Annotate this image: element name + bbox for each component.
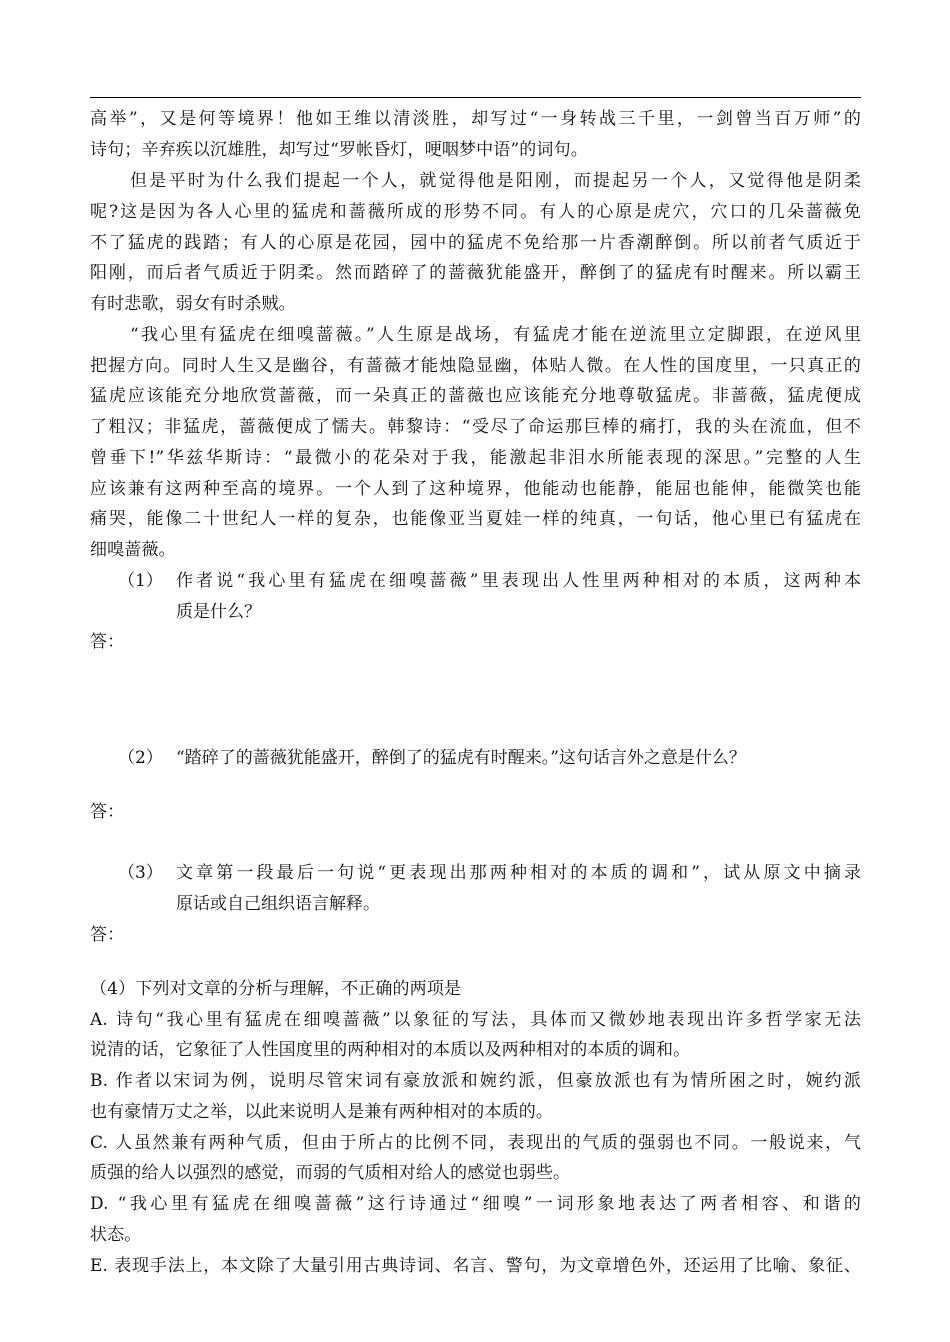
answer-label: 答： [90,925,125,945]
option-line: C. 人虽然兼有两种气质，但由于所占的比例不同，表现出的气质的强弱也不同。一般说来，气 [90,1133,861,1153]
question-text: 文章第一段最后一句说“更表现出那两种相对的本质的调和”，试从原文中摘录 [176,863,861,883]
text-line: 猛虎应该能充分地欣赏蔷薇，而一朵真正的蔷薇也应该能充分地尊敬猛虎。非蔷薇，猛虎便成 [90,386,861,406]
text-line: 不了猛虎的践踏；有人的心原是花园，园中的猛虎不免给那一片香潮醉倒。所以前者气质近于 [90,233,861,253]
answer-label: 答： [90,802,125,822]
option-line: 说清的话，它象征了人性国度里的两种相对的本质以及两种相对的本质的调和。 [90,1040,691,1060]
option-line: 质强的给人以强烈的感觉，而弱的气质相对给人的感觉也弱些。 [90,1163,571,1183]
option-line: D. “我心里有猛虎在细嗅蔷薇”这行诗通过“细嗅”一词形象地表达了两者相容、和谐的 [90,1194,861,1214]
option-line: E. 表现手法上，本文除了大量引用古典诗词、名言、警句，为文章增色外，还运用了比喻、象征、 [90,1256,861,1276]
text-line: 但是平时为什么我们提起一个人，就觉得他是阳刚，而提起另一个人，又觉得他是阴柔 [130,171,861,191]
question-number: （3） [118,863,163,883]
text-line: 阳刚，而后者气质近于阴柔。然而踏碎了的蔷薇犹能盛开，醉倒了的猛虎有时醒来。所以霸王 [90,263,861,283]
option-line: 状态。 [90,1225,142,1245]
option-line: B. 作者以宋词为例，说明尽管宋词有豪放派和婉约派，但豪放派也有为情所困之时，婉约派 [90,1071,861,1091]
header-rule [90,97,861,98]
text-line: 细嗅蔷薇。 [90,540,176,560]
question-number: （1） [118,571,163,591]
question-text: “踏碎了的蔷薇犹能盛开，醉倒了的猛虎有时醒来。”这句话言外之意是什么？ [176,748,746,768]
text-line: 痛哭，能像二十世纪人一样的复杂，也能像亚当夏娃一样的纯真，一句话，他心里已有猛虎在 [90,509,861,529]
text-line: 有时悲歌，弱女有时杀贼。 [90,294,296,314]
text-line: 应该兼有这两种至高的境界。一个人到了这种境界，他能动也能静，能屈也能伸，能微笑也能 [90,479,861,499]
question-text: 原话或自己组织语言解释。 [176,894,380,914]
text-line: 呢?这是因为各人心里的猛虎和蔷薇所成的形势不同。有人的心原是虎穴，穴口的几朵蔷薇免 [90,202,861,222]
text-line: 高举”，又是何等境界！他如王维以清淡胜，却写过“一身转战三千里，一剑曾当百万师”的 [90,109,861,129]
question-title: （4）下列对文章的分析与理解，不正确的两项是 [90,979,462,999]
text-line: 把握方向。同时人生又是幽谷，有蔷薇才能烛隐显幽，体贴人微。在人性的国度里，一只真正的 [90,356,861,376]
option-line: 也有豪情万丈之举，以此来说明人是兼有两种相对的本质的。 [90,1102,554,1122]
question-text: 作者说“我心里有猛虎在细嗅蔷薇”里表现出人性里两种相对的本质，这两种本 [176,571,861,591]
question-number: （2） [118,748,163,768]
answer-label: 答： [90,632,125,652]
text-line: 了粗汉；非猛虎，蔷薇便成了懦夫。韩黎诗：“受尽了命运那巨棒的痛打，我的头在流血，但不 [90,417,861,437]
question-text: 质是什么？ [176,602,261,622]
text-line: 曾垂下!”华兹华斯诗：“最微小的花朵对于我，能激起非泪水所能表现的深思。”完整的人生 [90,448,861,468]
option-line: A. 诗句“我心里有猛虎在细嗅蔷薇”以象征的写法，具体而又微妙地表现出许多哲学家无法 [90,1010,861,1030]
text-line: 诗句；辛弃疾以沉雄胜，却写过“罗帐昏灯，哽咽梦中语”的词句。 [90,140,588,160]
text-line: “我心里有猛虎在细嗅蔷薇。”人生原是战场，有猛虎才能在逆流里立定脚跟，在逆风里 [130,325,861,345]
